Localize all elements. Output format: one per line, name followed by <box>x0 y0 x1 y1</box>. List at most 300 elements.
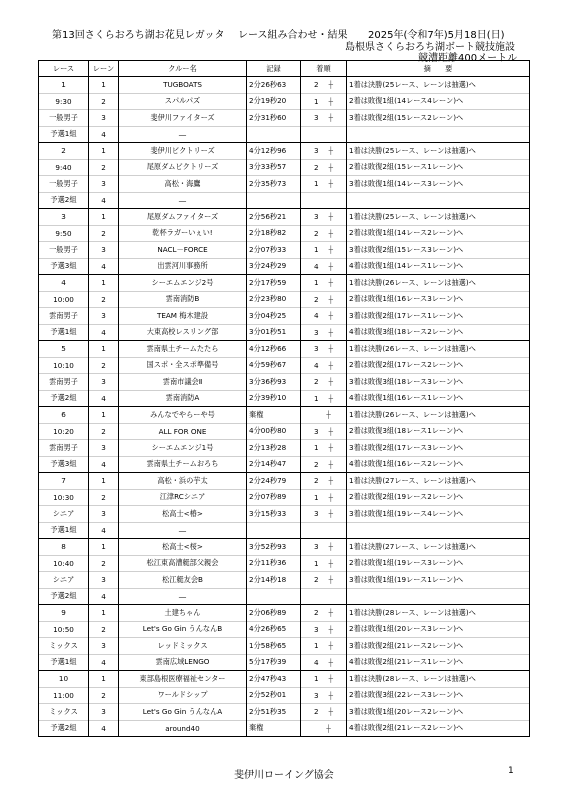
race-info-cell: 9:50 <box>39 225 89 242</box>
table-row <box>39 374 530 391</box>
crew-name-cell: みんなでやらーや号 <box>119 407 247 424</box>
note-cell: 2着は敗復3組(18レース1レーン)へ <box>347 423 530 440</box>
race-info-cell: 予選1組 <box>39 522 89 539</box>
time-cell: 4分00秒80 <box>247 423 301 440</box>
table-row <box>39 77 530 94</box>
plus-mark-icon: ┼ <box>328 624 333 634</box>
lane-cell: 4 <box>89 522 119 539</box>
table-row <box>39 671 530 688</box>
time-cell: 2分07秒89 <box>247 489 301 506</box>
rank-cell <box>301 176 347 193</box>
rank-cell <box>301 473 347 490</box>
table-row <box>39 143 530 160</box>
rank-value: 2 <box>314 162 319 172</box>
time-cell: 3分04秒25 <box>247 308 301 325</box>
table-row <box>39 341 530 358</box>
race-info-cell: ミックス <box>39 638 89 655</box>
rank-value: 2 <box>314 476 319 486</box>
rank-value: 3 <box>314 542 319 552</box>
lane-cell: 3 <box>89 176 119 193</box>
time-cell: 3分01秒51 <box>247 324 301 341</box>
plus-mark-icon: ┼ <box>328 311 333 321</box>
plus-mark-icon: ┼ <box>328 360 333 370</box>
plus-mark-icon: ┼ <box>328 212 333 222</box>
rank-value: 1 <box>314 558 319 568</box>
race-info-cell: 予選3組 <box>39 456 89 473</box>
plus-mark-icon: ┼ <box>328 575 333 585</box>
rank-value: 2 <box>314 228 319 238</box>
table-row <box>39 522 530 539</box>
lane-cell: 4 <box>89 126 119 143</box>
race-info-cell: ミックス <box>39 704 89 721</box>
rank-value: 1 <box>314 278 319 288</box>
plus-mark-icon: ┼ <box>328 327 333 337</box>
column-header-note: 摘 要 <box>347 61 530 77</box>
rank-cell <box>301 572 347 589</box>
note-cell <box>347 522 530 539</box>
plus-mark-icon: ┼ <box>328 393 333 403</box>
lane-cell: 3 <box>89 440 119 457</box>
crew-name-cell: 東部島根医療福祉センター <box>119 671 247 688</box>
crew-name-cell: 雲南県土チームたたら <box>119 341 247 358</box>
lane-cell: 2 <box>89 555 119 572</box>
rank-cell <box>301 687 347 704</box>
table-row <box>39 506 530 523</box>
plus-mark-icon: ┼ <box>328 179 333 189</box>
rank-value: 3 <box>314 212 319 222</box>
note-cell: 4着は敗復1組(16レース2レーン)へ <box>347 456 530 473</box>
rank-value: 2 <box>314 377 319 387</box>
table-row <box>39 489 530 506</box>
crew-name-cell: 江津RCシニア <box>119 489 247 506</box>
table-row <box>39 539 530 556</box>
lane-cell: 2 <box>89 93 119 110</box>
time-cell <box>247 522 301 539</box>
lane-cell: 2 <box>89 687 119 704</box>
table-row <box>39 291 530 308</box>
crew-name-cell: 松高士<桜> <box>119 539 247 556</box>
crew-name-cell: ― <box>119 192 247 209</box>
rank-cell <box>301 638 347 655</box>
event-date: 2025年(令和7年)5月18日(日) <box>368 30 505 41</box>
note-cell <box>347 192 530 209</box>
plus-mark-icon: ┼ <box>328 690 333 700</box>
plus-mark-icon: ┼ <box>328 113 333 123</box>
crew-name-cell: レッドミックス <box>119 638 247 655</box>
table-row <box>39 638 530 655</box>
lane-cell: 3 <box>89 638 119 655</box>
lane-cell: 4 <box>89 192 119 209</box>
lane-cell: 3 <box>89 572 119 589</box>
rank-value: 1 <box>314 492 319 502</box>
rank-cell <box>301 720 347 737</box>
table-row <box>39 390 530 407</box>
time-cell: 2分11秒36 <box>247 555 301 572</box>
plus-mark-icon: ┼ <box>328 459 333 469</box>
crew-name-cell: ALL FOR ONE <box>119 423 247 440</box>
race-info-cell: 10:50 <box>39 621 89 638</box>
crew-name-cell: 松江東高漕艇部父親会 <box>119 555 247 572</box>
rank-cell <box>301 242 347 259</box>
race-info-cell: 11:00 <box>39 687 89 704</box>
time-cell: 4分12秒66 <box>247 341 301 358</box>
crew-name-cell: NACL－FORCE <box>119 242 247 259</box>
crew-name-cell: 高松・海鷹 <box>119 176 247 193</box>
lane-cell: 1 <box>89 671 119 688</box>
rank-cell <box>301 588 347 605</box>
rank-cell <box>301 291 347 308</box>
note-cell: 4着は敗復3組(18レース2レーン)へ <box>347 324 530 341</box>
plus-mark-icon: ┼ <box>328 96 333 106</box>
table-row <box>39 423 530 440</box>
note-cell: 3着は敗復1組(19レース4レーン)へ <box>347 506 530 523</box>
time-cell: 2分14秒18 <box>247 572 301 589</box>
document-subtitle: レース組み合わせ・結果 <box>238 30 348 41</box>
plus-mark-icon: ┼ <box>328 476 333 486</box>
note-cell: 2着は敗復1組(14レース2レーン)へ <box>347 225 530 242</box>
time-cell: 2分23秒80 <box>247 291 301 308</box>
column-header-crew: クルー名 <box>119 61 247 77</box>
lane-cell: 3 <box>89 374 119 391</box>
note-cell: 1着は決勝(27レース、レーンは抽選)へ <box>347 539 530 556</box>
crew-name-cell: TUGBOATS <box>119 77 247 94</box>
time-cell: 2分14秒47 <box>247 456 301 473</box>
note-cell: 4着は敗復2組(21レース2レーン)へ <box>347 720 530 737</box>
note-cell: 1着は決勝(25レース、レーンは抽選)へ <box>347 77 530 94</box>
rank-value: 2 <box>314 608 319 618</box>
crew-name-cell: 雲南広域LENGO <box>119 654 247 671</box>
lane-cell: 2 <box>89 291 119 308</box>
table-row <box>39 654 530 671</box>
time-cell: 2分31秒60 <box>247 110 301 127</box>
race-info-cell: 予選1組 <box>39 324 89 341</box>
lane-cell: 2 <box>89 357 119 374</box>
lane-cell: 1 <box>89 143 119 160</box>
crew-name-cell: 大東高校レスリング部 <box>119 324 247 341</box>
results-table <box>38 60 530 737</box>
plus-mark-icon: ┼ <box>328 162 333 172</box>
rank-cell <box>301 275 347 292</box>
crew-name-cell: Let's Go Gin うんなんB <box>119 621 247 638</box>
rank-value: 4 <box>314 360 319 370</box>
lane-cell: 4 <box>89 588 119 605</box>
table-row <box>39 258 530 275</box>
time-cell: 1分58秒65 <box>247 638 301 655</box>
time-cell: 2分47秒43 <box>247 671 301 688</box>
race-info-cell: 雲南男子 <box>39 374 89 391</box>
plus-mark-icon: ┼ <box>328 426 333 436</box>
table-row <box>39 308 530 325</box>
race-info-cell: 雲南男子 <box>39 440 89 457</box>
time-cell: 4分59秒67 <box>247 357 301 374</box>
note-cell: 2着は敗復1組(16レース3レーン)へ <box>347 291 530 308</box>
rank-cell <box>301 671 347 688</box>
rank-cell <box>301 324 347 341</box>
race-info-cell: シニア <box>39 506 89 523</box>
race-info-cell: 8 <box>39 539 89 556</box>
crew-name-cell: around40 <box>119 720 247 737</box>
race-info-cell: 7 <box>39 473 89 490</box>
race-info-cell: 9:30 <box>39 93 89 110</box>
time-cell <box>247 588 301 605</box>
race-info-cell: 予選2組 <box>39 720 89 737</box>
rank-cell <box>301 93 347 110</box>
race-info-cell: 4 <box>39 275 89 292</box>
lane-cell: 4 <box>89 654 119 671</box>
rank-value: 2 <box>314 294 319 304</box>
race-info-cell: シニア <box>39 572 89 589</box>
time-cell: 3分15秒33 <box>247 506 301 523</box>
table-row <box>39 588 530 605</box>
rank-cell <box>301 704 347 721</box>
note-cell: 3着は敗復2組(17レース3レーン)へ <box>347 440 530 457</box>
note-cell: 3着は敗復2組(15レース2レーン)へ <box>347 110 530 127</box>
column-header-time: 記録 <box>247 61 301 77</box>
lane-cell: 1 <box>89 473 119 490</box>
crew-name-cell: 斐伊川ビクトリーズ <box>119 143 247 160</box>
race-info-cell: 予選2組 <box>39 390 89 407</box>
rank-cell <box>301 390 347 407</box>
lane-cell: 3 <box>89 506 119 523</box>
table-row <box>39 572 530 589</box>
race-info-cell: 予選2組 <box>39 588 89 605</box>
plus-mark-icon: ┼ <box>328 608 333 618</box>
note-cell: 2着は敗復1組(20レース3レーン)へ <box>347 621 530 638</box>
crew-name-cell: 斐伊川ファイターズ <box>119 110 247 127</box>
note-cell: 3着は敗復2組(17レース1レーン)へ <box>347 308 530 325</box>
note-cell: 1着は決勝(25レース、レーンは抽選)へ <box>347 209 530 226</box>
time-cell: 2分06秒89 <box>247 605 301 622</box>
rank-cell <box>301 258 347 275</box>
table-row <box>39 621 530 638</box>
table-row <box>39 687 530 704</box>
rank-cell <box>301 522 347 539</box>
time-cell: 2分26秒63 <box>247 77 301 94</box>
lane-cell: 2 <box>89 159 119 176</box>
lane-cell: 2 <box>89 489 119 506</box>
time-cell: 2分39秒10 <box>247 390 301 407</box>
plus-mark-icon: ┼ <box>328 245 333 255</box>
rank-cell <box>301 159 347 176</box>
note-cell: 2着は敗復2組(15レース1レーン)へ <box>347 159 530 176</box>
lane-cell: 1 <box>89 605 119 622</box>
lane-cell: 4 <box>89 324 119 341</box>
rank-cell <box>301 357 347 374</box>
table-row <box>39 126 530 143</box>
rank-value: 4 <box>314 657 319 667</box>
rank-value: 1 <box>314 674 319 684</box>
column-header-rank: 着順 <box>301 61 347 77</box>
time-cell: 2分17秒59 <box>247 275 301 292</box>
race-info-cell: 9 <box>39 605 89 622</box>
table-row <box>39 605 530 622</box>
rank-cell <box>301 308 347 325</box>
rank-value: 1 <box>314 179 319 189</box>
rank-cell <box>301 605 347 622</box>
column-header-lane: レーン <box>89 61 119 77</box>
rank-cell <box>301 440 347 457</box>
race-info-cell: 9:40 <box>39 159 89 176</box>
rank-value: 1 <box>314 245 319 255</box>
note-cell: 2着は敗復3組(22レース3レーン)へ <box>347 687 530 704</box>
race-info-cell: 予選2組 <box>39 192 89 209</box>
page-number: 1 <box>508 766 514 776</box>
race-info-cell: 雲南男子 <box>39 308 89 325</box>
time-cell: 3分36秒93 <box>247 374 301 391</box>
table-row <box>39 110 530 127</box>
race-info-cell: 一般男子 <box>39 110 89 127</box>
plus-mark-icon: ┼ <box>328 294 333 304</box>
table-row <box>39 225 530 242</box>
table-row <box>39 704 530 721</box>
race-info-cell: 1 <box>39 77 89 94</box>
crew-name-cell: ― <box>119 588 247 605</box>
table-row <box>39 275 530 292</box>
rank-value: 1 <box>314 443 319 453</box>
rank-cell <box>301 489 347 506</box>
note-cell: 3着は敗復1組(14レース3レーン)へ <box>347 176 530 193</box>
rank-cell <box>301 341 347 358</box>
time-cell <box>247 192 301 209</box>
table-row <box>39 93 530 110</box>
plus-mark-icon: ┼ <box>328 558 333 568</box>
time-cell: 3分52秒93 <box>247 539 301 556</box>
note-cell: 4着は敗復2組(21レース1レーン)へ <box>347 654 530 671</box>
plus-mark-icon: ┼ <box>326 410 331 420</box>
note-cell: 4着は敗復1組(14レース1レーン)へ <box>347 258 530 275</box>
lane-cell: 3 <box>89 704 119 721</box>
rank-value: 2 <box>314 575 319 585</box>
rank-cell <box>301 209 347 226</box>
race-info-cell: 10:20 <box>39 423 89 440</box>
rank-value: 2 <box>314 80 319 90</box>
race-info-cell: 10:00 <box>39 291 89 308</box>
note-cell <box>347 588 530 605</box>
rank-cell <box>301 506 347 523</box>
plus-mark-icon: ┼ <box>328 707 333 717</box>
rank-value: 3 <box>314 690 319 700</box>
time-cell <box>247 126 301 143</box>
crew-name-cell: ― <box>119 126 247 143</box>
race-distance: 競漕距離400メートル <box>418 53 518 64</box>
table-row <box>39 357 530 374</box>
table-row <box>39 324 530 341</box>
time-cell: 2分35秒73 <box>247 176 301 193</box>
table-row <box>39 209 530 226</box>
crew-name-cell: 雲南県土チームおろち <box>119 456 247 473</box>
race-info-cell: 予選1組 <box>39 654 89 671</box>
lane-cell: 1 <box>89 275 119 292</box>
crew-name-cell: 土建ちゃん <box>119 605 247 622</box>
rank-cell <box>301 407 347 424</box>
lane-cell: 2 <box>89 225 119 242</box>
lane-cell: 1 <box>89 209 119 226</box>
time-cell: 3分33秒57 <box>247 159 301 176</box>
plus-mark-icon: ┼ <box>328 228 333 238</box>
crew-name-cell: シーエムエンジ2号 <box>119 275 247 292</box>
note-cell: 1着は決勝(28レース、レーンは抽選)へ <box>347 671 530 688</box>
lane-cell: 3 <box>89 308 119 325</box>
note-cell: 3着は敗復2組(21レース2レーン)へ <box>347 638 530 655</box>
crew-name-cell: ワールドシップ <box>119 687 247 704</box>
note-cell: 1着は決勝(27レース、レーンは抽選)へ <box>347 473 530 490</box>
crew-name-cell: スパルパズ <box>119 93 247 110</box>
lane-cell: 2 <box>89 423 119 440</box>
plus-mark-icon: ┼ <box>328 278 333 288</box>
time-cell: 2分18秒82 <box>247 225 301 242</box>
time-cell: 2分19秒20 <box>247 93 301 110</box>
race-info-cell: 予選3組 <box>39 258 89 275</box>
table-row <box>39 555 530 572</box>
race-info-cell: 一般男子 <box>39 242 89 259</box>
rank-cell <box>301 654 347 671</box>
lane-cell: 3 <box>89 242 119 259</box>
plus-mark-icon: ┼ <box>328 377 333 387</box>
rank-cell <box>301 555 347 572</box>
footer-organization: 斐伊川ローイング協会 <box>234 770 334 781</box>
crew-name-cell: 松高士<椿> <box>119 506 247 523</box>
crew-name-cell: シーエムエンジ1号 <box>119 440 247 457</box>
note-cell: 1着は決勝(28レース、レーンは抽選)へ <box>347 605 530 622</box>
time-cell: 4分26秒65 <box>247 621 301 638</box>
crew-name-cell: 出雲河川事務所 <box>119 258 247 275</box>
time-cell: 2分24秒79 <box>247 473 301 490</box>
event-title: 第13回さくらおろち湖お花見レガッタ <box>52 30 225 41</box>
rank-cell <box>301 126 347 143</box>
event-venue: 島根県さくらおろち湖ボート競技施設 <box>345 42 515 53</box>
plus-mark-icon: ┼ <box>328 674 333 684</box>
plus-mark-icon: ┼ <box>328 509 333 519</box>
plus-mark-icon: ┼ <box>328 344 333 354</box>
race-info-cell: 10:40 <box>39 555 89 572</box>
lane-cell: 2 <box>89 621 119 638</box>
note-cell: 2着は敗復2組(19レース2レーン)へ <box>347 489 530 506</box>
crew-name-cell: 雲南消防A <box>119 390 247 407</box>
time-cell: 2分52秒01 <box>247 687 301 704</box>
rank-cell <box>301 225 347 242</box>
race-info-cell: 3 <box>39 209 89 226</box>
lane-cell: 1 <box>89 539 119 556</box>
rank-value: 3 <box>314 327 319 337</box>
time-cell: 2分07秒33 <box>247 242 301 259</box>
note-cell: 4着は敗復1組(16レース1レーン)へ <box>347 390 530 407</box>
rank-cell <box>301 143 347 160</box>
race-info-cell: 5 <box>39 341 89 358</box>
race-info-cell: 10 <box>39 671 89 688</box>
crew-name-cell: 尾原ダムファイターズ <box>119 209 247 226</box>
rank-value: 3 <box>314 426 319 436</box>
rank-value: 3 <box>314 113 319 123</box>
rank-value: 4 <box>314 261 319 271</box>
lane-cell: 4 <box>89 258 119 275</box>
note-cell: 3着は敗復1組(20レース2レーン)へ <box>347 704 530 721</box>
note-cell <box>347 126 530 143</box>
note-cell: 3着は敗復2組(15レース3レーン)へ <box>347 242 530 259</box>
rank-value: 3 <box>314 509 319 519</box>
note-cell: 2着は敗復1組(14レース4レーン)へ <box>347 93 530 110</box>
rank-value: 1 <box>314 96 319 106</box>
time-cell: 棄権 <box>247 407 301 424</box>
race-info-cell: 予選1組 <box>39 126 89 143</box>
rank-value: 4 <box>314 311 319 321</box>
table-row <box>39 192 530 209</box>
lane-cell: 1 <box>89 341 119 358</box>
table-header-row <box>39 61 530 77</box>
crew-name-cell: TEAM 梅木建設 <box>119 308 247 325</box>
table-row <box>39 159 530 176</box>
rank-cell <box>301 77 347 94</box>
lane-cell: 3 <box>89 110 119 127</box>
